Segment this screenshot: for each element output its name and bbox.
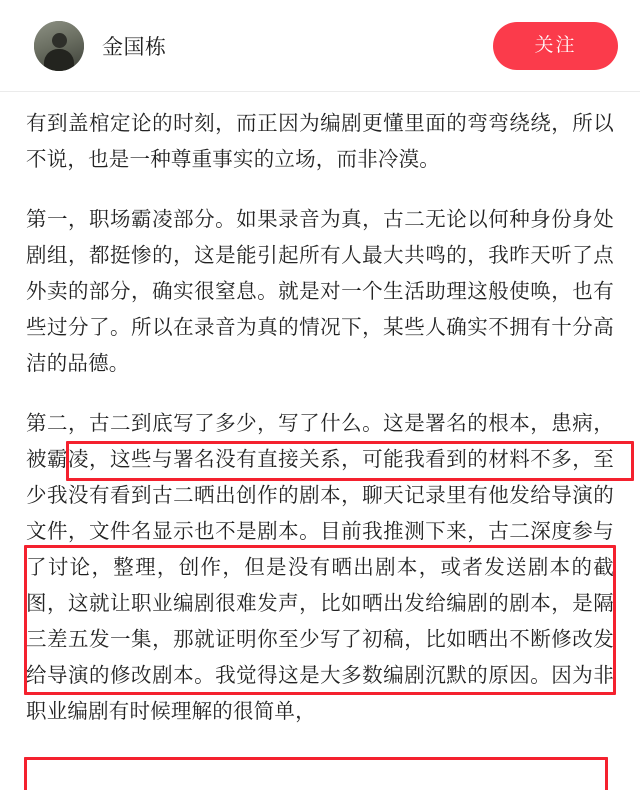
author-header (0, 0, 640, 92)
avatar[interactable] (34, 21, 84, 71)
paragraph-2: 第一，职场霸凌部分。如果录音为真，古二无论以何种身份身处剧组，都挺惨的，这是能引起所有人最大共鸣的，我昨天听了点外卖的部分，确实很窒息。就是对一个生活助理这般使唤，也有些过分了。所以在录音为真的情况下，某些人确实不拥有十分高洁的品德。 (26, 208, 614, 375)
avatar-head-shape (52, 33, 67, 48)
follow-button[interactable]: 关注 (493, 22, 618, 70)
avatar-body-shape (44, 49, 74, 71)
paragraph-1: 有到盖棺定论的时刻，而正因为编剧更懂里面的弯弯绕绕，所以不说，也是一种尊重事实的立场，而非冷漠。 (26, 112, 614, 171)
paragraph-3: 第二，古二到底写了多少，写了什么。这是署名的根本，患病，被霸凌，这些与署名没有直接关系，可能我看到的材料不多，至少我没有看到古二晒出创作的剧本，聊天记录里有他发给导演的文件，文件名显示也不是剧本。目前我推测下来，古二深度参与了讨论，整理，创作，但是没有晒出剧本，或者发送剧本的截图，这就让职业编剧很难发声，比如晒出发给编剧的剧本，是隔三差五发一集，那就证明你至少写了初稿，比如晒出不断修改发给导演的修改剧本。我觉得这是大多数编剧沉默的原因。因为非职业编剧有时候理解的很简单， (26, 412, 614, 723)
highlight-box-3 (24, 757, 608, 792)
author-name[interactable]: 金国栋 (102, 36, 167, 59)
article-body (0, 92, 640, 730)
